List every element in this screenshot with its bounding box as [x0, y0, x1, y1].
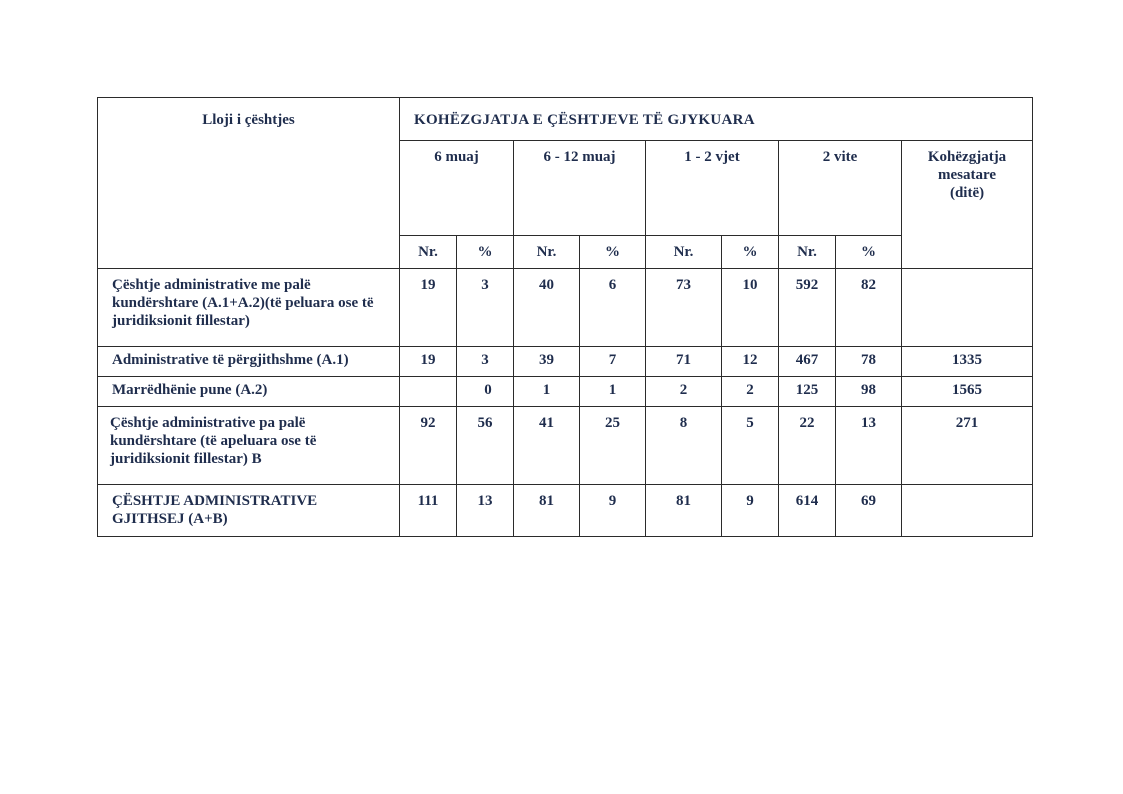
period-header-2-years: 2 vite: [779, 141, 902, 236]
cell-pct: 69: [836, 485, 902, 537]
row-label: Administrative të përgjithshme (A.1): [98, 347, 400, 377]
row-label: Marrëdhënie pune (A.2): [98, 377, 400, 407]
average-duration-header: [902, 141, 1033, 269]
cell-nr: 39: [514, 347, 580, 377]
cell-pct: 13: [836, 407, 902, 485]
cell-pct: 78: [836, 347, 902, 377]
average-header-line: Kohëzgjatja: [927, 149, 1007, 165]
row-label: Çështje administrative me palë kundërshtare (A.1+A.2)(të peluara ose të juridiksionit fillestar): [98, 269, 400, 347]
cell-pct: 98: [836, 377, 902, 407]
cell-average: 1335: [902, 347, 1033, 377]
nr-subheader: Nr.: [514, 236, 580, 269]
nr-subheader: Nr.: [646, 236, 722, 269]
cell-pct: 5: [722, 407, 779, 485]
cell-nr: 467: [779, 347, 836, 377]
cell-pct: 82: [836, 269, 902, 347]
average-header-line: mesatare: [938, 167, 997, 183]
cell-nr: 1: [514, 377, 580, 407]
table-row: [98, 407, 1033, 485]
cell-nr: 81: [646, 485, 722, 537]
cell-nr: 22: [779, 407, 836, 485]
row-label: Çështje administrative pa palë kundërshtare (të apeluara ose të juridiksionit fillestar) B: [98, 407, 400, 485]
cell-pct: 10: [722, 269, 779, 347]
cell-nr: 40: [514, 269, 580, 347]
cell-nr: 592: [779, 269, 836, 347]
average-header-line: (ditë): [949, 185, 985, 201]
cell-nr: 111: [400, 485, 457, 537]
cell-nr: 8: [646, 407, 722, 485]
cell-pct: 12: [722, 347, 779, 377]
cell-pct: 3: [457, 269, 514, 347]
nr-subheader: Nr.: [779, 236, 836, 269]
case-type-header: Lloji i çështjes: [98, 98, 400, 269]
cell-nr: 41: [514, 407, 580, 485]
cell-nr: 2: [646, 377, 722, 407]
pct-subheader: %: [836, 236, 902, 269]
cell-nr: 19: [400, 269, 457, 347]
table-row: [98, 377, 1033, 407]
cell-average: 271: [902, 407, 1033, 485]
table-row: [98, 269, 1033, 347]
cell-pct: 2: [722, 377, 779, 407]
row-label: ÇËSHTJE ADMINISTRATIVE GJITHSEJ (A+B): [98, 485, 400, 537]
period-header-6-12-months: 6 - 12 muaj: [514, 141, 646, 236]
pct-subheader: %: [722, 236, 779, 269]
cell-nr: 71: [646, 347, 722, 377]
cell-nr: 73: [646, 269, 722, 347]
cell-nr: 81: [514, 485, 580, 537]
period-header-1-2-years: 1 - 2 vjet: [646, 141, 779, 236]
cell-pct: 13: [457, 485, 514, 537]
cell-nr: [400, 377, 457, 407]
table-row: [98, 485, 1033, 537]
cell-average: [902, 485, 1033, 537]
pct-subheader: %: [580, 236, 646, 269]
cell-average: [902, 269, 1033, 347]
cell-nr: 92: [400, 407, 457, 485]
cell-nr: 19: [400, 347, 457, 377]
cell-nr: 125: [779, 377, 836, 407]
cell-pct: 7: [580, 347, 646, 377]
case-duration-table: [97, 97, 1033, 537]
cell-nr: 614: [779, 485, 836, 537]
cell-pct: 3: [457, 347, 514, 377]
nr-subheader: Nr.: [400, 236, 457, 269]
cell-pct: 56: [457, 407, 514, 485]
cell-pct: 1: [580, 377, 646, 407]
period-header-6-months: 6 muaj: [400, 141, 514, 236]
table-title: KOHËZGJATJA E ÇËSHTJEVE TË GJYKUARA: [400, 98, 1033, 141]
cell-average: 1565: [902, 377, 1033, 407]
cell-pct: 25: [580, 407, 646, 485]
cell-pct: 0: [457, 377, 514, 407]
table-row: [98, 347, 1033, 377]
pct-subheader: %: [457, 236, 514, 269]
cell-pct: 6: [580, 269, 646, 347]
cell-pct: 9: [580, 485, 646, 537]
cell-pct: 9: [722, 485, 779, 537]
